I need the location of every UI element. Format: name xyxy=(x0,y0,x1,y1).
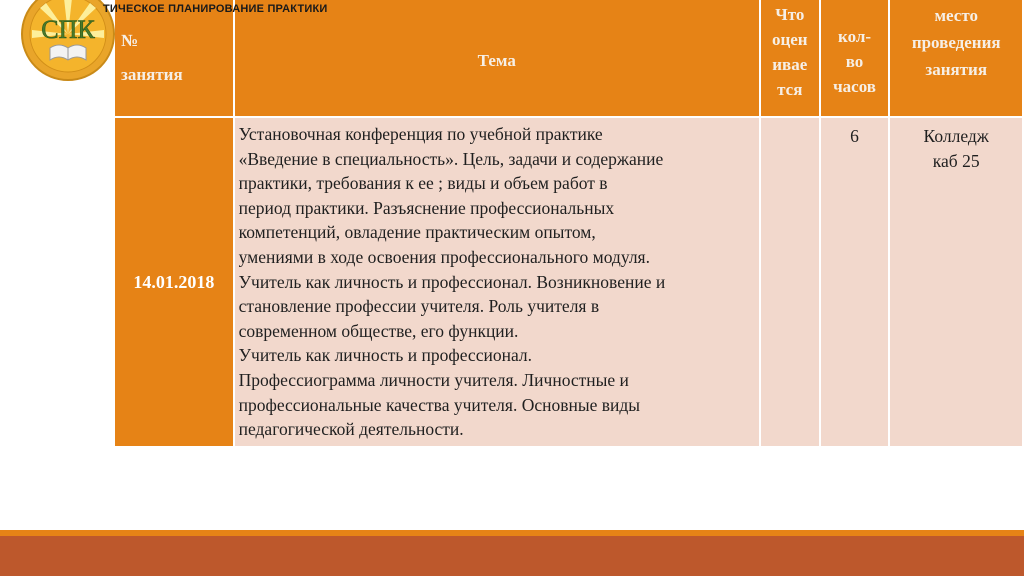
slide-title: ТИЧЕСКОЕ ПЛАНИРОВАНИЕ ПРАКТИКИ xyxy=(103,3,328,15)
svg-text:СПК: СПК xyxy=(41,15,95,44)
column-header-topic: Тема xyxy=(234,0,760,117)
lesson-evaluated xyxy=(760,117,820,447)
column-header-hours: кол- во часов xyxy=(820,0,890,117)
footer-band xyxy=(0,536,1024,576)
column-header-evaluated: Что оцен ивае тся xyxy=(760,0,820,117)
practice-plan-table xyxy=(113,0,1024,448)
column-header-lesson-number: № занятия xyxy=(114,0,234,117)
table-header-row xyxy=(114,0,1023,117)
table-row xyxy=(114,117,1023,447)
lesson-topic: Установочная конференция по учебной практике «Введение в специальность». Цель, задачи и содержание практики, требования к ее ; виды и объем работ в период практики. Разъяснение профессиональных компетенций, овладение практическим опытом, умениями в ходе освоения профессионального модуля. Учитель как личность и профессионал. Возникновение и становление профессии учителя. Роль учителя в современном обществе, его функции. Учитель как личность и профессионал. Профессиограмма личности учителя. Личностные и профессиональные качества учителя. Основные виды педагогической деятельности. xyxy=(234,117,760,447)
lesson-hours: 6 xyxy=(820,117,890,447)
college-logo xyxy=(20,0,116,82)
lesson-place: Колледж каб 25 xyxy=(889,117,1023,447)
column-header-place: место проведения занятия xyxy=(889,0,1023,117)
lesson-date: 14.01.2018 xyxy=(114,117,234,447)
